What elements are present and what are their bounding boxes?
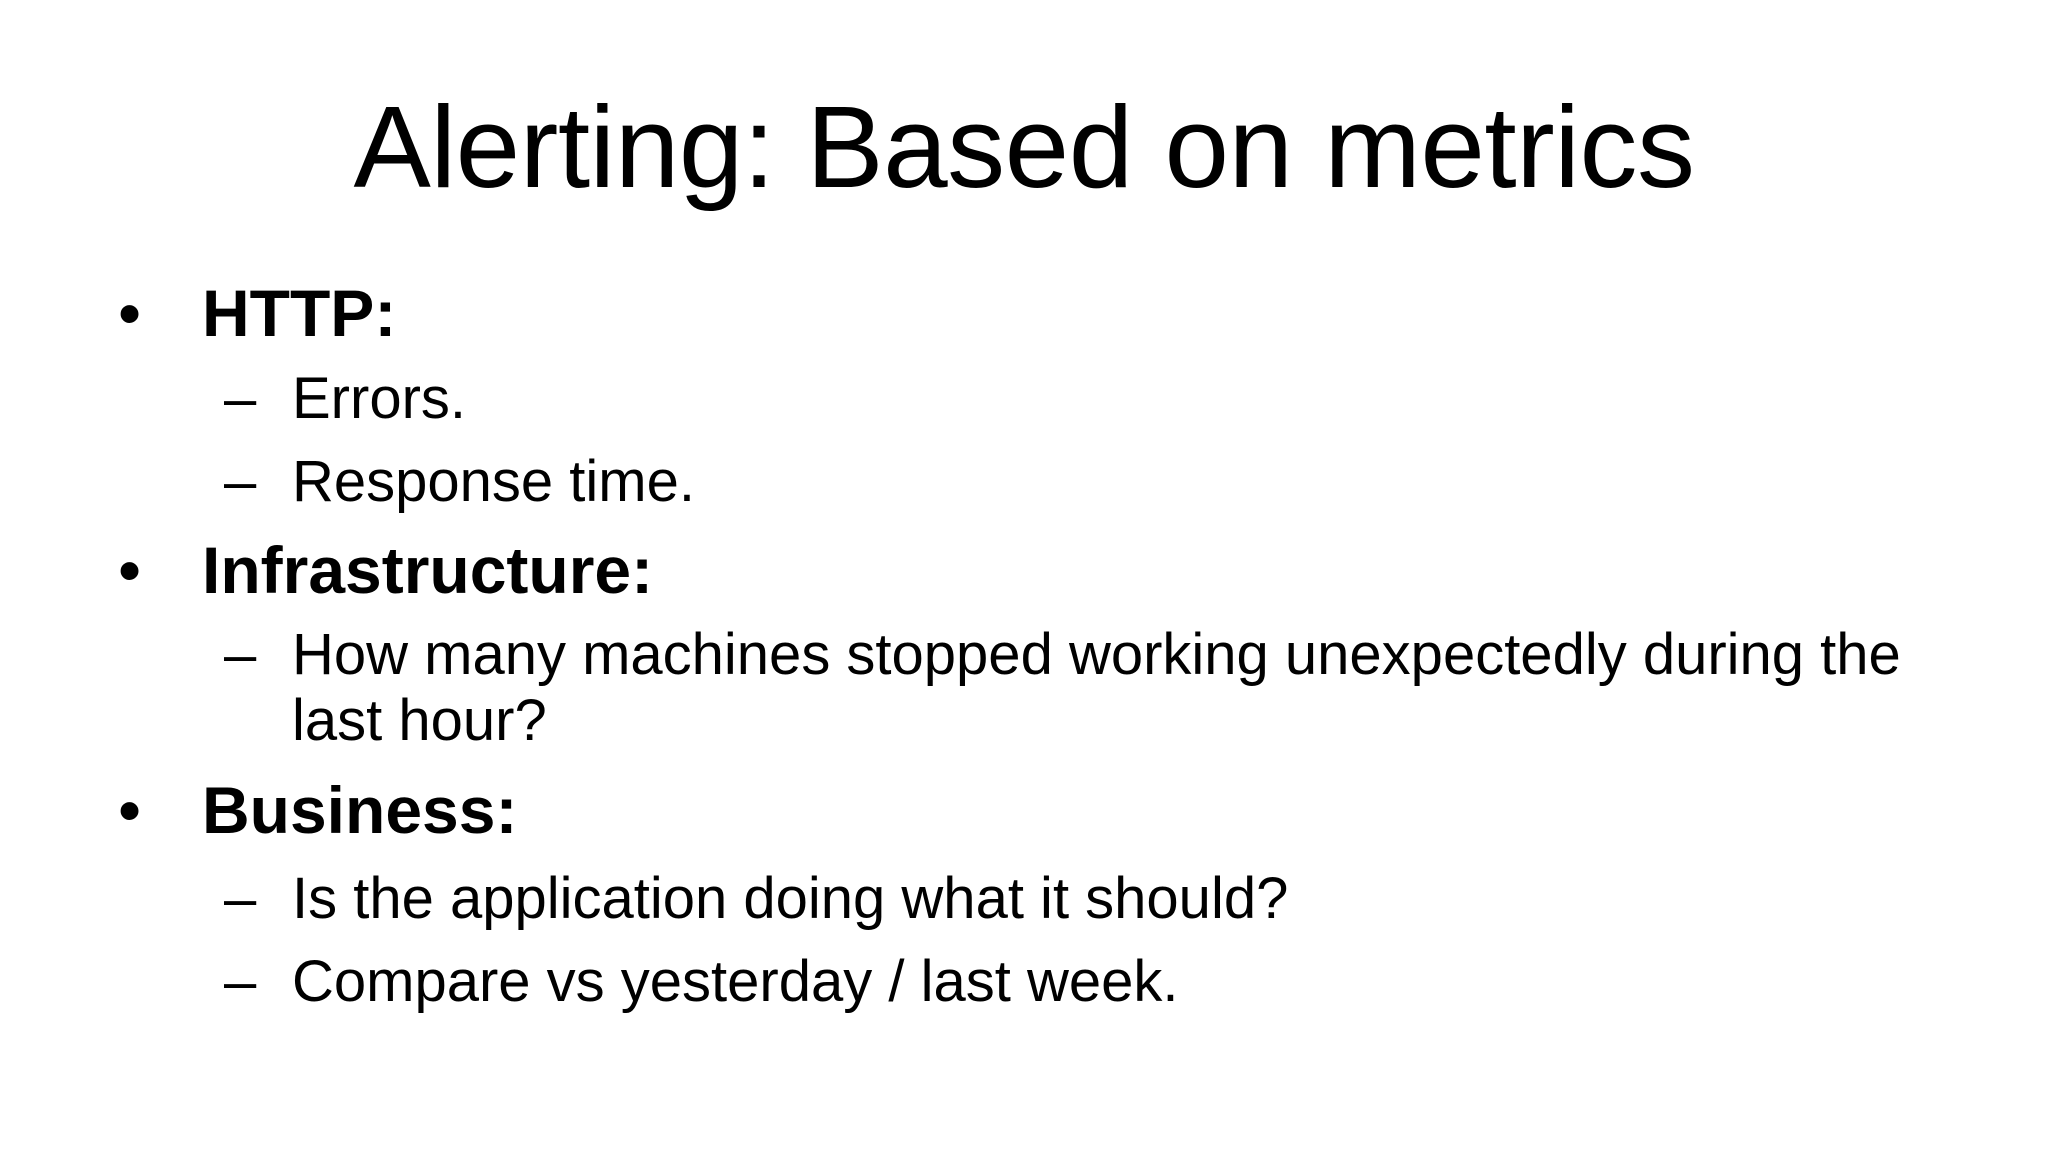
sub-bullet-text: Errors. bbox=[292, 366, 466, 431]
bullet-heading: HTTP: bbox=[202, 276, 397, 350]
sub-bullet-text: Response time. bbox=[292, 449, 695, 514]
sub-bullet-text: Compare vs yesterday / last week. bbox=[292, 949, 1179, 1014]
bullet-marker: • bbox=[118, 533, 142, 607]
slide-title: Alerting: Based on metrics bbox=[353, 82, 1695, 212]
sub-bullet-marker: – bbox=[224, 622, 257, 687]
bullet-heading: Infrastructure: bbox=[202, 533, 654, 607]
sub-bullet-text: Is the application doing what it should? bbox=[292, 866, 1289, 931]
bullet-heading: Business: bbox=[202, 773, 518, 847]
sub-bullet-marker: – bbox=[224, 449, 257, 514]
sub-bullet-marker: – bbox=[224, 866, 257, 931]
sub-bullet-marker: – bbox=[224, 366, 257, 431]
sub-bullet-marker: – bbox=[224, 949, 257, 1014]
bullet-marker: • bbox=[118, 276, 142, 350]
sub-bullet-text: How many machines stopped working unexpectedly during the last hour? bbox=[292, 622, 1901, 753]
bullet-marker: • bbox=[118, 773, 142, 847]
